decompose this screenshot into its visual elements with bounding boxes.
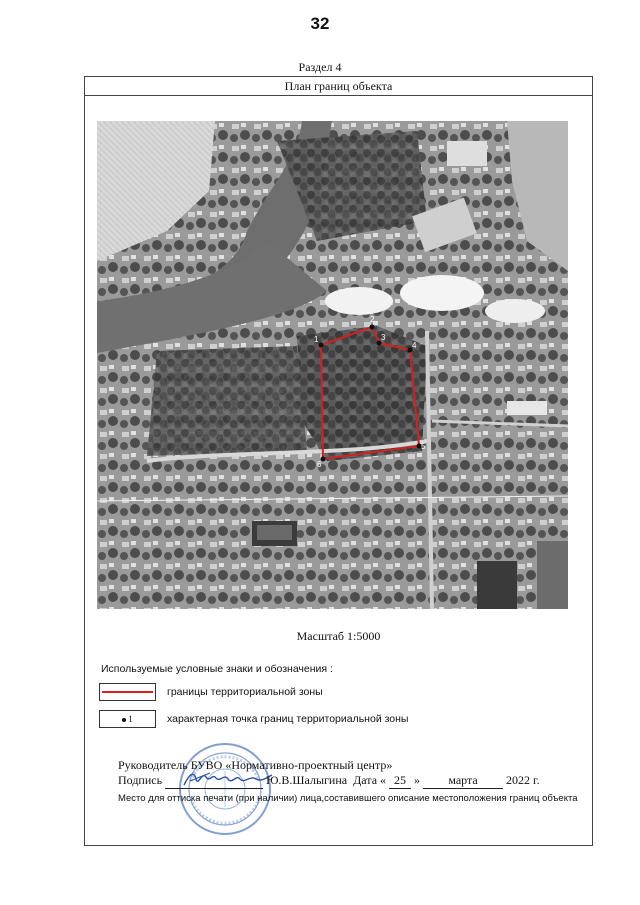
point-label-3: 3 xyxy=(381,333,386,342)
date-label: Дата « xyxy=(353,773,387,787)
signature-field xyxy=(165,773,263,789)
stamp-seal-icon xyxy=(177,741,273,837)
legend-point-text: характерная точка границ территориальной зоны xyxy=(167,713,409,725)
legend-point-label: 1 xyxy=(128,714,133,724)
point-label-1: 1 xyxy=(314,335,319,344)
point-label-2: 2 xyxy=(370,315,375,324)
map-canvas xyxy=(97,121,568,609)
legend-point-swatch xyxy=(99,710,156,728)
signature-line: Подпись Ю.В.Шалыгина Дата « 25 » марта 2022 г. xyxy=(118,773,540,787)
date-day: 25 xyxy=(389,773,411,789)
page-number: 32 xyxy=(310,14,330,33)
legend-title: Используемые условные знаки и обозначения : xyxy=(101,663,333,675)
signer-name: Ю.В.Шалыгина xyxy=(266,773,348,787)
legend-boundary-swatch xyxy=(99,683,156,701)
satellite-map xyxy=(97,121,568,609)
point-dot-icon xyxy=(122,718,126,722)
head-of-organization: Руководитель БУВО «Нормативно-проектный центр» xyxy=(118,758,393,772)
frame-title: План границ объекта xyxy=(85,77,592,96)
boundary-point-1 xyxy=(319,343,324,348)
stamp-place-note: Место для оттиска печати (при наличии) лица,составившего описание местоположения границ объекта xyxy=(118,793,578,804)
document-frame xyxy=(84,76,593,846)
point-label-5: 5 xyxy=(421,442,426,451)
legend-boundary-text: границы территориальной зоны xyxy=(167,686,323,698)
point-label-4: 4 xyxy=(412,341,417,350)
boundary-point-2 xyxy=(370,325,375,330)
date-month: марта xyxy=(423,773,503,789)
date-year: 2022 г. xyxy=(506,773,540,787)
section-label: Раздел 4 xyxy=(298,60,342,74)
map-scale: Масштаб 1:5000 xyxy=(296,629,381,643)
legend-red-line xyxy=(102,691,153,693)
point-label-6: 6 xyxy=(317,460,322,469)
